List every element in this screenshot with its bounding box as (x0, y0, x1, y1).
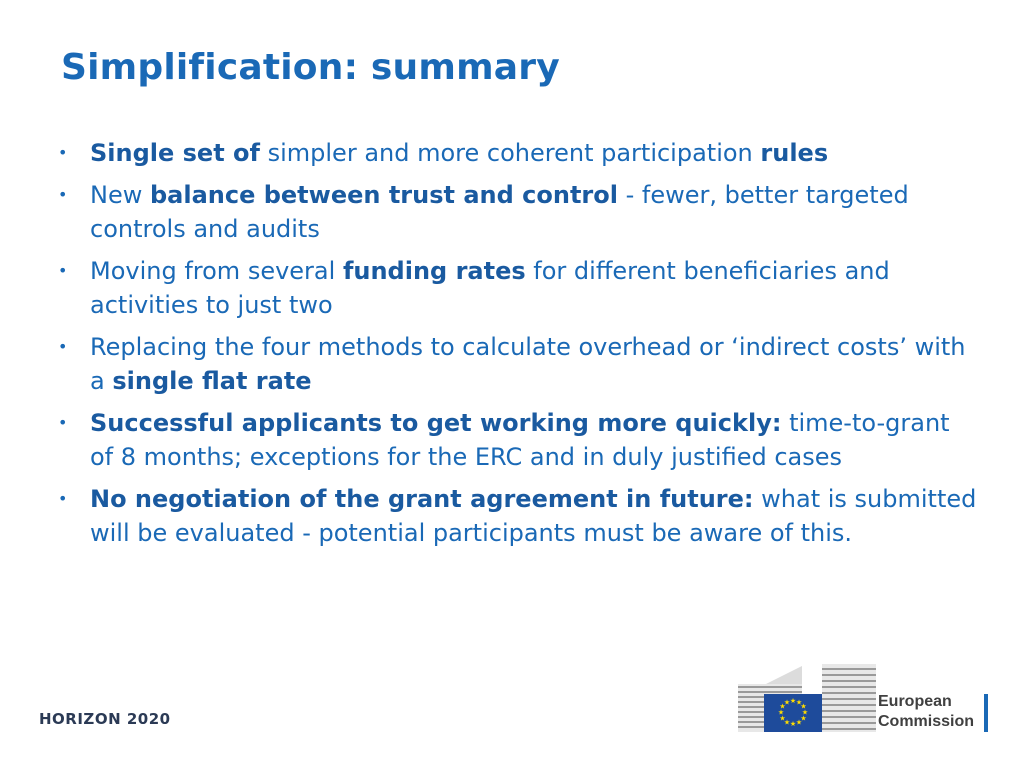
bullet-item (58, 406, 978, 474)
bullet-emphasis: Successful applicants to get working more quickly: (90, 409, 782, 437)
bullet-list (58, 136, 978, 558)
bullet-dot-icon: • (58, 185, 68, 204)
bullet-text: for different beneficiaries and activities to just two (90, 257, 890, 319)
slide-title: Simplification: summary (61, 47, 560, 88)
bullet-item (58, 482, 978, 550)
svg-text:★: ★ (800, 714, 807, 723)
svg-text:★: ★ (789, 697, 797, 705)
bullet-item (58, 178, 978, 246)
bullet-item (58, 136, 978, 170)
svg-text:★: ★ (783, 718, 791, 727)
bullet-dot-icon: • (58, 413, 68, 432)
bullet-item (58, 330, 978, 398)
wordmark-line-2: Commission (878, 713, 975, 730)
svg-text:★: ★ (779, 702, 786, 711)
svg-text:★: ★ (779, 714, 786, 723)
wordmark-line-1: European (878, 693, 952, 710)
bullet-text: Replacing the four methods to calculate overhead or ‘indirect costs’ with a (90, 333, 966, 395)
bullet-item (58, 254, 978, 322)
svg-text:★: ★ (777, 708, 785, 717)
bullet-text: what is submitted will be evaluated - potential participants must be aware of this. (90, 485, 977, 547)
bullet-dot-icon: • (58, 143, 68, 162)
svg-text:★: ★ (795, 718, 803, 727)
bullet-text: time-to-grant of 8 months; exceptions for the ERC and in duly justified cases (90, 409, 950, 471)
svg-text:★: ★ (789, 720, 797, 728)
commission-wordmark (878, 692, 974, 732)
bullet-dot-icon: • (58, 337, 68, 356)
bullet-text: New (90, 181, 150, 209)
svg-text:★: ★ (800, 702, 807, 711)
bullet-dot-icon: • (58, 489, 68, 508)
bullet-emphasis: single flat rate (112, 367, 312, 395)
bullet-emphasis: rules (760, 139, 829, 167)
logo-accent-bar (984, 694, 988, 732)
bullet-dot-icon: • (58, 261, 68, 280)
bullet-text: Moving from several (90, 257, 343, 285)
bullet-text: - fewer, better targeted controls and audits (90, 181, 909, 243)
bullet-emphasis: Single set of (90, 139, 260, 167)
svg-text:★: ★ (783, 698, 791, 707)
bullet-emphasis: balance between trust and control (149, 181, 618, 209)
svg-text:★: ★ (801, 708, 809, 717)
eu-flag-icon (764, 694, 822, 732)
program-label: HORIZON 2020 (39, 710, 171, 728)
bullet-text: simpler and more coherent participation (259, 139, 761, 167)
bullet-emphasis: funding rates (342, 257, 526, 285)
svg-text:★: ★ (795, 698, 803, 707)
bullet-emphasis: No negotiation of the grant agreement in future: (90, 485, 754, 513)
